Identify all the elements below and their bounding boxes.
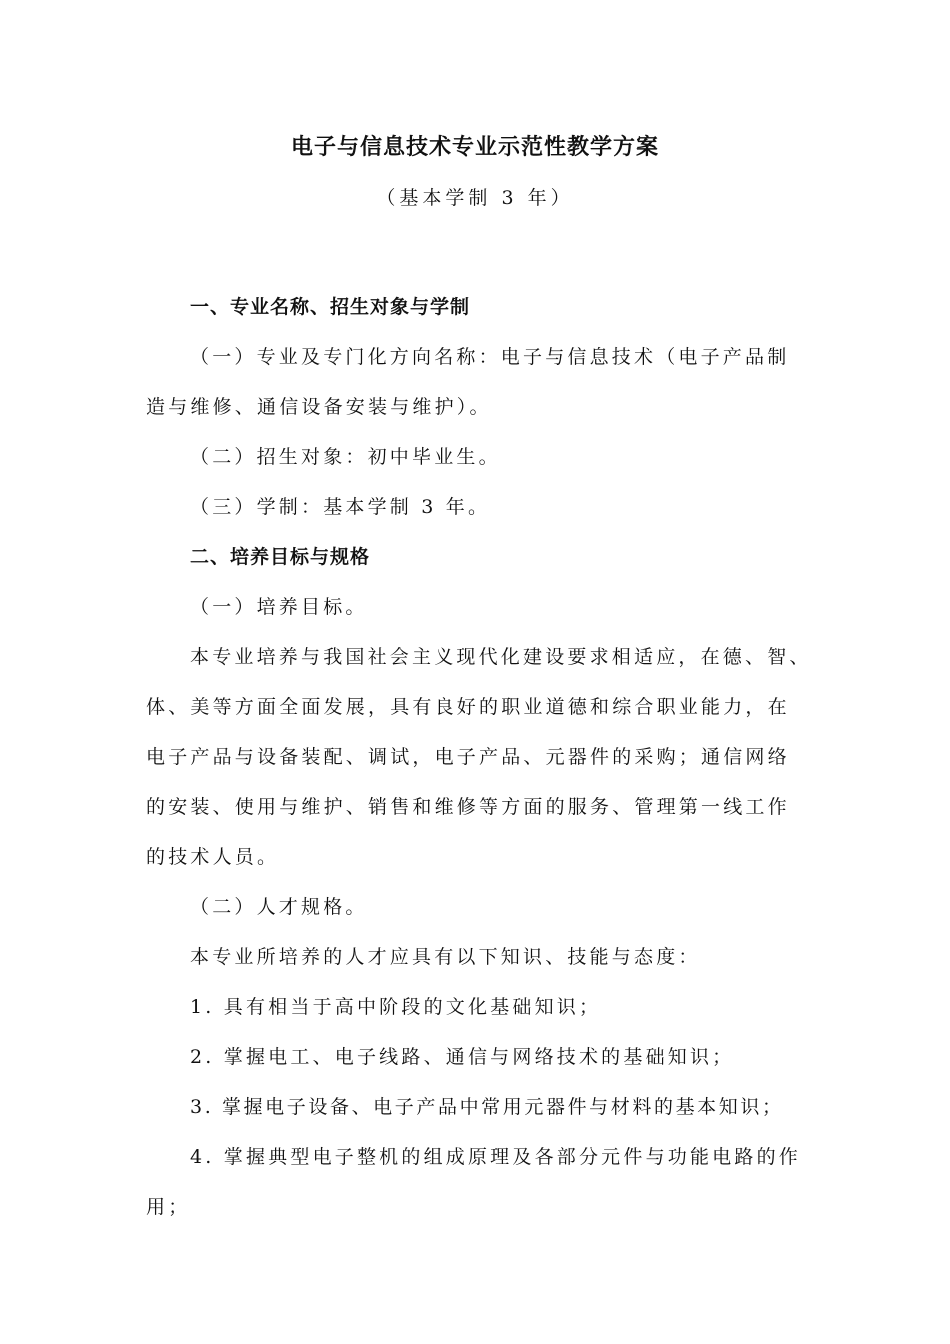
paragraph-line: 本专业培养与我国社会主义现代化建设要求相适应，在德、智、 bbox=[190, 646, 812, 668]
paragraph-line: （一）培养目标。 bbox=[190, 596, 368, 618]
paragraph-line: 造与维修、通信设备安装与维护）。 bbox=[146, 396, 492, 418]
paragraph-line: 体、美等方面全面发展，具有良好的职业道德和综合职业能力，在 bbox=[146, 696, 790, 718]
document-body bbox=[146, 282, 836, 1232]
paragraph-line: （二）人才规格。 bbox=[190, 896, 368, 918]
paragraph-line: 电子产品与设备装配、调试，电子产品、元器件的采购；通信网络 bbox=[146, 746, 790, 768]
list-item: 1. 具有相当于高中阶段的文化基础知识； bbox=[190, 996, 602, 1018]
paragraph-line: （三）学制：基本学制 3 年。 bbox=[190, 496, 491, 518]
paragraph-line: 的安装、使用与维护、销售和维修等方面的服务、管理第一线工作 bbox=[146, 796, 790, 818]
paragraph-line: （二）招生对象：初中毕业生。 bbox=[190, 446, 501, 468]
section-heading: 二、培养目标与规格 bbox=[190, 546, 371, 568]
section-heading: 一、专业名称、招生对象与学制 bbox=[190, 296, 471, 318]
paragraph-line: 本专业所培养的人才应具有以下知识、技能与态度： bbox=[190, 946, 701, 968]
list-item: 3. 掌握电子设备、电子产品中常用元器件与材料的基本知识； bbox=[190, 1096, 784, 1118]
list-item-continuation: 用； bbox=[146, 1196, 191, 1218]
list-item: 2. 掌握电工、电子线路、通信与网络技术的基础知识； bbox=[190, 1046, 735, 1068]
document-title: 电子与信息技术专业示范性教学方案 bbox=[290, 134, 659, 160]
document-subtitle: （基本学制 3 年） bbox=[376, 187, 574, 209]
paragraph-line: 的技术人员。 bbox=[146, 846, 280, 868]
list-item: 4. 掌握典型电子整机的组成原理及各部分元件与功能电路的作 bbox=[190, 1146, 801, 1168]
paragraph-line: （一）专业及专门化方向名称：电子与信息技术（电子产品制 bbox=[190, 346, 790, 368]
